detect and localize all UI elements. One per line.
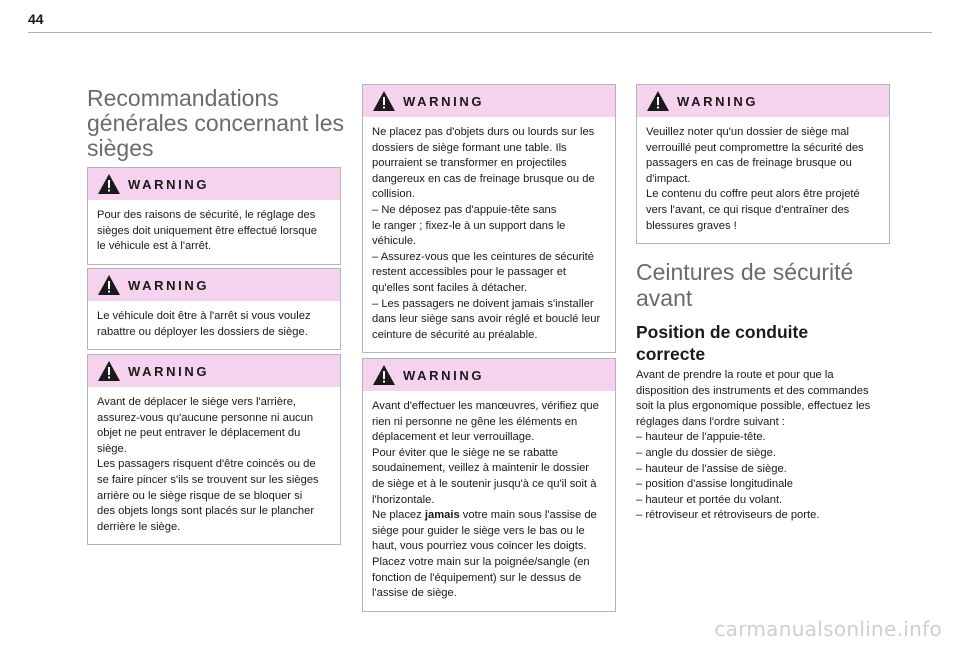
text-line: ceinture de sécurité au préalable. [372,328,538,341]
warning-header [637,85,889,117]
warning-label: WARNING [403,368,485,383]
text-line: réglages dans l'ordre suivant : [636,415,785,428]
text-line: se faire pincer s'ils se trouvent sur les sièges [97,473,319,486]
text-line: Le contenu du coffre peut alors être projeté [646,188,860,201]
text-line: le véhicule est à l'arrêt. [97,240,212,253]
warning-header [88,355,340,387]
text-line: dossiers de siège formant une table. Ils [372,141,567,154]
warning-box [87,354,341,545]
warning-label: WARNING [128,278,210,293]
text-line: des objets longs sont placés sur le plancher [97,505,315,518]
text-line: rien ni personne ne gêne les éléments en [372,415,578,428]
text-line: passagers en cas de freinage brusque ou [646,157,852,170]
text-line: assurez-vous qu'aucune personne ni aucun [97,411,314,424]
text-line: Avant de déplacer le siège vers l'arrière, [97,396,297,408]
warning-box [636,84,890,244]
warning-icon [646,90,670,112]
text-line-with-emphasis [372,508,606,524]
title-line: correcte [636,344,706,364]
warning-label: WARNING [677,94,759,109]
text-line: Avant d'effectuer les manœuvres, vérifiez que [372,400,599,412]
warning-box [87,268,341,350]
warning-box [362,84,616,353]
text-line: dangereux en cas de freinage brusque ou de [372,172,595,185]
text-line: déplacement et leur verrouillage. [372,431,535,444]
text-line: – Assurez-vous que les ceintures de sécurité [372,250,595,263]
warning-text [363,117,615,352]
text-line: soudainement, veillez à maintenir le dossier [372,462,590,475]
title-line: Recommandations [87,85,279,111]
warning-header [363,359,615,391]
warning-text [88,387,340,544]
list-item: – rétroviseur et rétroviseurs de porte. [636,509,820,522]
text-line: sièges doit uniquement être effectué lorsque [97,224,317,237]
text-line: vers l'avant, ce qui risque d'entraîner des [646,203,850,216]
text-line: arrière ou le siège risque de se bloquer si [97,489,303,502]
warning-text [88,200,340,264]
warning-icon [97,360,121,382]
text-line: rabattre ou déployer les dossiers de siège. [97,325,308,338]
text-line: siège pour guider le siège vers le bas ou le [372,524,585,537]
adjustment-list [636,430,888,524]
warning-label: WARNING [128,364,210,379]
text-line: le ranger ; fixez-le à un support dans le [372,219,566,232]
warning-label: WARNING [403,94,485,109]
text-line: d'impact. [646,172,691,185]
text-line: Ne placez pas d'objets durs ou lourds sur les [372,126,595,138]
warning-icon [97,274,121,296]
section-title-seatbelts [636,259,896,311]
text-line: verrouillé peut compromettre la sécurité des [646,141,864,154]
emphasis-word: jamais [424,509,460,522]
text-line: Veuillez noter qu'un dossier de siège mal [646,126,850,138]
watermark: carmanualsonline.info [714,617,942,641]
text-line: siège. [97,442,127,455]
list-item: – position d'assise longitudinale [636,478,794,491]
title-line: Ceintures de sécurité [636,259,854,285]
text-line: collision. [372,188,415,201]
warning-header [363,85,615,117]
text-line: blessures graves ! [646,219,737,232]
warning-box [87,167,341,265]
title-line: avant [636,285,693,311]
title-line: générales concernant les [87,110,344,136]
text-line: l'assise de siège. [372,587,457,600]
list-item: – hauteur et portée du volant. [636,493,783,506]
warning-header [88,269,340,301]
section-title-seats [87,86,347,161]
text-line: Les passagers risquent d'être coincés ou de [97,458,316,471]
title-line: Position de conduite [636,322,809,342]
text-line: soit la plus ergonomique possible, effectuez les [636,400,871,413]
text-line: derrière le siège. [97,520,181,533]
text-line: disposition des instruments et des commandes [636,384,869,397]
text-line: Pour éviter que le siège ne se rabatte [372,446,558,459]
text-line: Avant de prendre la route et pour que la [636,369,834,381]
warning-text [637,117,889,243]
page-number: 44 [28,11,44,27]
title-line: sièges [87,135,154,161]
text-line: objet ne peut entraver le déplacement du [97,427,301,440]
list-item: – angle du dossier de siège. [636,446,776,459]
warning-text [363,391,615,611]
text-line: fonction de l'équipement) sur le dessus de [372,571,582,584]
warning-header [88,168,340,200]
warning-label: WARNING [128,177,210,192]
warning-box [362,358,616,612]
list-item: – hauteur de l'assise de siège. [636,462,787,475]
text-fragment: votre main sous l'assise de [459,509,597,522]
warning-icon [372,90,396,112]
text-line: – Ne déposez pas d'appuie-tête sans [372,203,557,216]
text-line: dans leur siège sans avoir réglé et bouclé leur [372,313,601,326]
text-line: – Les passagers ne doivent jamais s'installer [372,297,594,310]
text-line: Le véhicule doit être à l'arrêt si vous voulez [97,310,311,322]
warning-icon [97,173,121,195]
text-line: haut, vous pourriez vous coincer les doigts. [372,540,587,553]
text-line: de siège et à le soutenir jusqu'à ce qu'il soit à [372,477,597,490]
text-fragment: Ne placez [372,509,425,522]
text-line: Placez votre main sur la poignée/sangle (en [372,555,590,568]
text-line: Pour des raisons de sécurité, le réglage des [97,209,316,221]
text-line: pourraient se transformer en projectiles [372,157,567,170]
text-line: restent accessibles pour le passager et [372,266,567,279]
list-item: – hauteur de l'appuie-tête. [636,431,766,444]
top-rule [28,32,932,33]
text-line: qu'elles sont faciles à détacher. [372,281,528,294]
warning-text [88,301,340,349]
driving-position-text [636,368,888,524]
text-line: l'horizontale. [372,493,435,506]
subsection-title-driving-position [636,321,896,365]
warning-icon [372,364,396,386]
text-line: véhicule. [372,235,417,248]
